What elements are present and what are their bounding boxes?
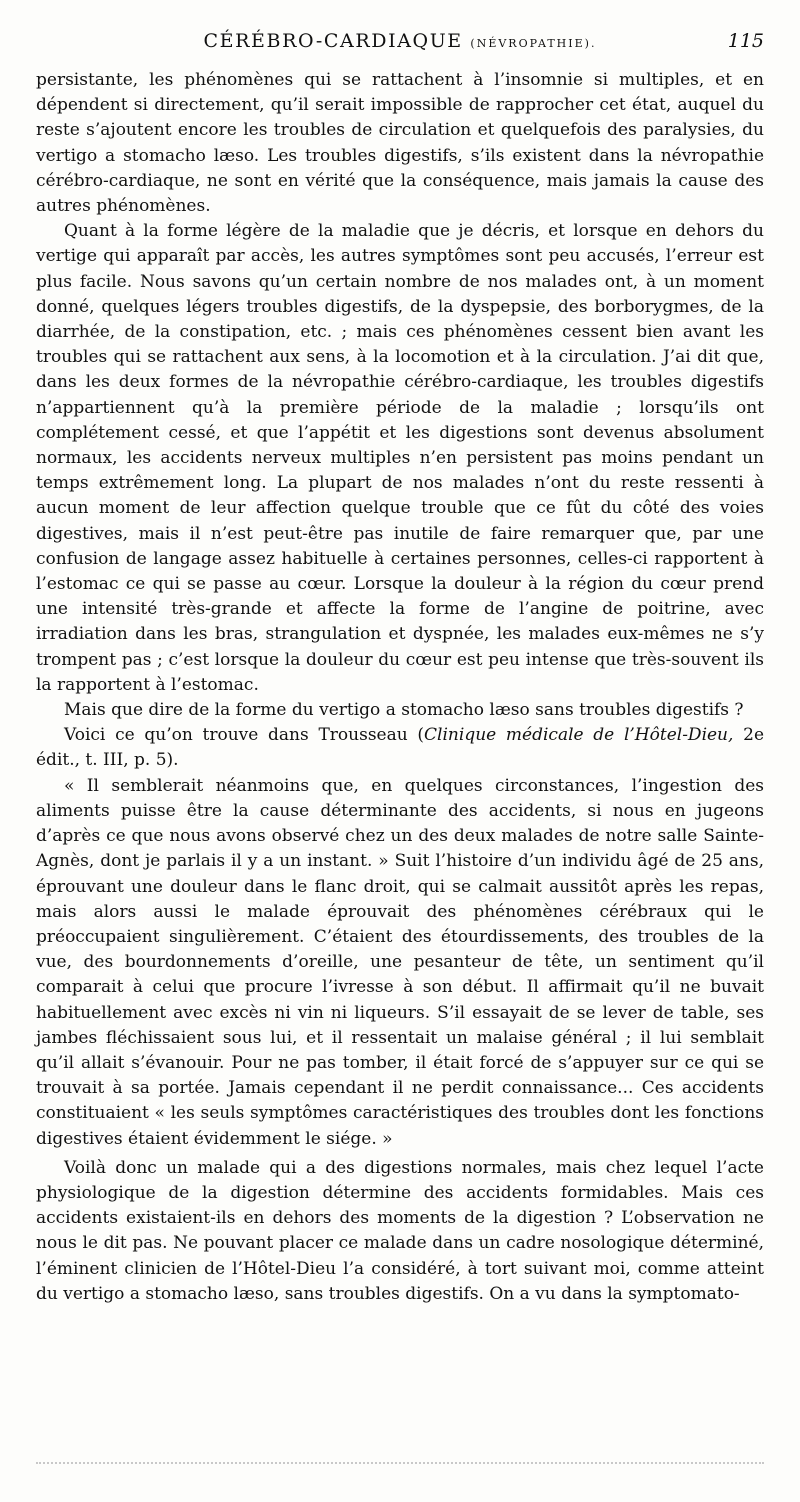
paragraph-1 xyxy=(36,68,764,219)
running-title-main: CÉRÉBRO-CARDIAQUE xyxy=(203,30,463,52)
paragraph-3-text: Mais que dire de la forme du vertigo a stomacho læso sans troubles digestifs ? xyxy=(64,700,744,721)
running-title-sub: (NÉVROPATHIE). xyxy=(470,37,597,50)
paragraph-6-text: Voilà donc un malade qui a des digestions normales, mais chez lequel l’acte physiologique de la digestion détermine des accidents formidables. Mais ces accidents existaient-ils en dehors des moments de la digestion ? L’observation ne nous le dit pas. Ne pouvant placer ce malade dans un cadre nosologique déterminé, l’éminent clinicien de l’Hôtel-Dieu l’a considéré, à tort suivant moi, comme atteint du vertigo a stomacho læso, sans troubles digestifs. On a vu dans la symptomato- xyxy=(36,1157,764,1304)
paragraph-4-text: Voici ce qu’on trouve dans Trousseau ( xyxy=(64,725,425,746)
paragraph-6 xyxy=(36,1156,764,1307)
paragraph-1-text: persistante, les phénomènes qui se rattachent à l’insomnie si multiples, et en dépendent si directement, qu’il serait impossible de rapprocher cet état, auquel du reste s’ajoutent encore les troubles de circulation et quelquefois des paralysies, du vertigo a stomacho læso. Les troubles digestifs, s’ils existent dans la névropathie cérébro-cardiaque, ne sont en vérité que la conséquence, mais jamais la cause des autres phénomènes. xyxy=(36,70,764,217)
citation-title: Clinique médicale de l’Hôtel-Dieu, xyxy=(424,725,734,746)
paragraph-3 xyxy=(36,698,764,723)
paragraph-5-text: « Il semblerait néanmoins que, en quelques circonstances, l’ingestion des aliments puisse être la cause déterminante des accidents, si nous en jugeons d’après ce que nous avons observé chez un des deux malades de notre salle Sainte-Agnès, dont je parlais il y a un instant. » Suit l’histoire d’un individu âgé de 25 ans, éprouvant une douleur dans le flanc droit, qui se calmait aussitôt après les repas, mais alors aussi le malade éprouvait des phénomènes cérébraux qui le préoccupaient singulièrement. C’étaient des étourdissements, des troubles de la vue, des bourdonnements d’oreille, une pesanteur de tête, un sentiment qu’il comparait à celui que procure l’ivresse à son début. Il affirmait qu’il ne buvait habituellement avec excès ni vin ni liqueurs. S’il essayait de se lever de table, ses jambes fléchissaient sous lui, et il ressentait un malaise général ; il lui semblait qu’il allait s’évanouir. Pour ne pas tomber, il était forcé de s’appuyer sur ce qui se trouvait à sa portée. Jamais cependant il ne perdit connaissance... Ces accidents constituaient « les seuls symptômes caractéristiques des troubles dont les fonctions digestives étaient évidemment le siége. » xyxy=(36,775,764,1149)
running-title xyxy=(36,30,764,52)
paragraph-4 xyxy=(36,723,764,773)
scan-footer-artifact xyxy=(36,1462,764,1466)
page-number: 115 xyxy=(727,30,764,52)
running-header xyxy=(36,30,764,60)
paragraph-5-quote xyxy=(36,774,764,1152)
paragraph-4-text-end: 2e édit., t. III, p. 5). xyxy=(36,725,765,771)
paragraph-2 xyxy=(36,219,764,698)
paragraph-2-text: Quant à la forme légère de la maladie que je décris, et lorsque en dehors du vertige qui apparaît par accès, les autres symptômes sont peu accusés, l’erreur est plus facile. Nous savons qu’un certain nombre de nos malades ont, à un moment donné, quelques légers troubles digestifs, de la dyspepsie, des borborygmes, de la diarrhée, de la constipation, etc. ; mais ces phénomènes cessent bien avant les troubles qui se rattachent aux sens, à la locomotion et à la circulation. J’ai dit que, dans les deux formes de la névropathie cérébro-cardiaque, les troubles digestifs n’appartiennent qu’à la première période de la maladie ; lorsqu’ils ont complétement cessé, et que l’appétit et les digestions sont devenus absolument normaux, les accidents nerveux multiples n’en persistent pas moins pendant un temps extrêmement long. La plupart de nos malades n’ont du reste ressenti à aucun moment de leur affection quelque trouble que ce fût du côté des voies digestives, mais il n’est peut-être pas inutile de faire remarquer que, par une confusion de langage assez habituelle à certaines personnes, celles-ci rapportent à l’estomac ce qui se passe au cœur. Lorsque la douleur à la région du cœur prend une intensité très-grande et affecte la forme de l’angine de poitrine, avec irradiation dans les bras, strangulation et dyspnée, les malades eux-mêmes ne s’y trompent pas ; c’est lorsque la douleur du cœur est peu intense que très-souvent ils la rapportent à l’estomac. xyxy=(36,221,764,695)
body-text xyxy=(36,68,764,1307)
